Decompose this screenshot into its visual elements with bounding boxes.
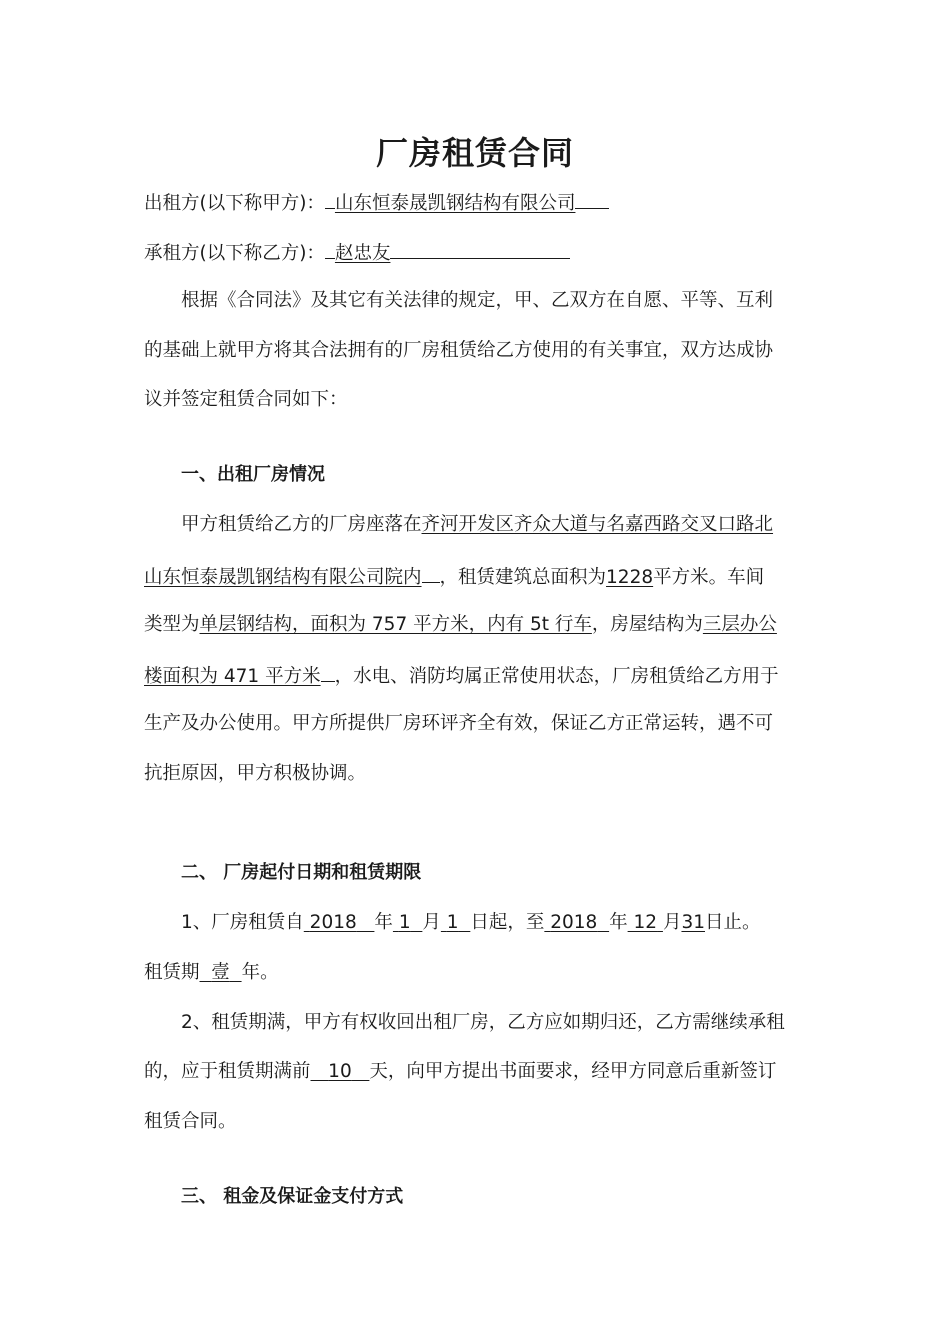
section-1-line-1: 甲方租赁给乙方的厂房座落在齐河开发区齐众大道与名嘉西路交叉口路北 (181, 514, 774, 535)
lessor-label: 出租方(以下称甲方)： (144, 193, 325, 214)
section-1-heading: 一、出租厂房情况 (181, 464, 325, 485)
section-3-heading: 三、 租金及保证金支付方式 (181, 1186, 404, 1207)
intro-line-3: 议并签定租赁合同如下： (144, 389, 348, 410)
workshop-type: 单层钢结构，面积为 757 平方米，内有 5t 行车 (199, 614, 592, 635)
lessee-name: 赵忠友 (334, 243, 391, 264)
factory-location: 齐河开发区齐众大道与名嘉西路交叉口路北 (421, 514, 774, 535)
renewal-line-3: 租赁合同。 (144, 1111, 237, 1132)
section-1-line-5: 生产及办公使用。甲方所提供厂房环评齐全有效，保证乙方正常运转，遇不可 (144, 713, 774, 734)
total-area: 1228 (606, 567, 654, 588)
lessor-line (144, 188, 609, 217)
document-title: 厂房租赁合同 (375, 134, 574, 172)
lessee-label: 承租方(以下称乙方)： (144, 243, 325, 264)
renewal-line-1: 2、租赁期满，甲方有权收回出租厂房，乙方应如期归还，乙方需继续承租 (181, 1012, 785, 1033)
building-structure: 三层办公 (702, 614, 777, 635)
lease-term: 壹 (211, 962, 230, 983)
lease-period-line: 1、厂房租赁自 2018 年 1 月 1 日起，至 2018 年 12 月31日止。 (181, 912, 761, 933)
section-1-line-3: 类型为单层钢结构，面积为 757 平方米，内有 5t 行车，房屋结构为三层办公 (144, 614, 777, 635)
notice-days: 10 (328, 1061, 352, 1082)
section-2-heading: 二、 厂房起付日期和租赁期限 (181, 862, 422, 883)
start-day: 1 (446, 912, 459, 933)
section-1-line-4: 楼面积为 471 平方米 ，水电、消防均属正常使用状态，厂房租赁给乙方用于 (144, 661, 779, 690)
end-year: 2018 (550, 912, 598, 933)
start-month: 1 (398, 912, 411, 933)
section-1-line-6: 抗拒原因，甲方积极协调。 (144, 763, 367, 784)
intro-line-2: 的基础上就甲方将其合法拥有的厂房租赁给乙方使用的有关事宜，双方达成协 (144, 340, 774, 361)
lessee-line (144, 238, 570, 267)
factory-location-cont: 山东恒泰晟凯钢结构有限公司院内 (144, 567, 422, 588)
start-year: 2018 (309, 912, 357, 933)
section-1-line-2: 山东恒泰晟凯钢结构有限公司院内 ，租赁建筑总面积为1228平方米。车间 (144, 562, 764, 591)
lessor-name: 山东恒泰晟凯钢结构有限公司 (334, 193, 576, 214)
intro-line-1: 根据《合同法》及其它有关法律的规定，甲、乙双方在自愿、平等、互利 (181, 290, 774, 311)
end-day: 31 (681, 912, 705, 933)
end-month: 12 (633, 912, 658, 933)
office-area: 楼面积为 471 平方米 (144, 666, 321, 687)
renewal-line-2: 的，应于租赁期满前 10 天，向甲方提出书面要求，经甲方同意后重新签订 (144, 1061, 777, 1082)
lease-term-line: 租赁期 壹 年。 (144, 962, 279, 983)
